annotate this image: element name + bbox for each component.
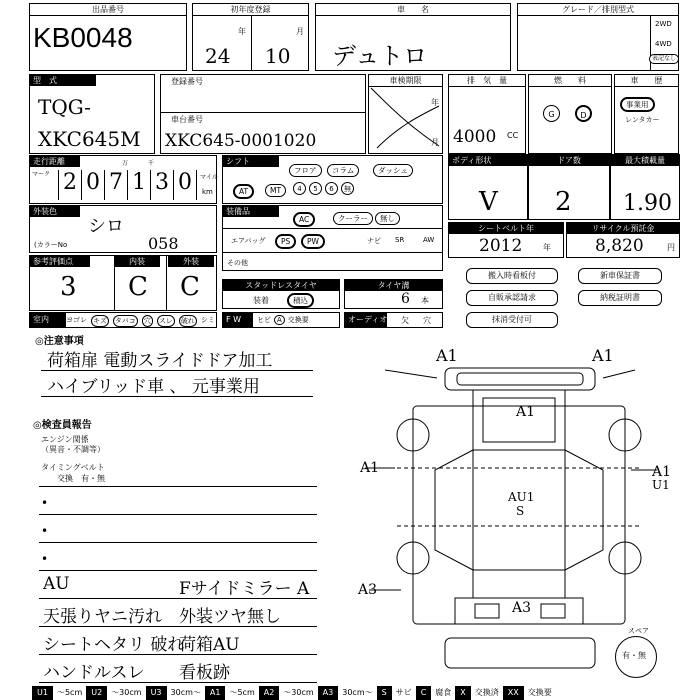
mileage-digit: 2	[58, 170, 81, 200]
diagram-label-a3-rear: A3	[512, 600, 532, 616]
total-score: 3	[60, 272, 77, 302]
legend-value: ～5cm	[56, 688, 83, 697]
inspector-row-3a: シートヘタリ 破れ	[43, 635, 185, 655]
mileage-digit: 7	[104, 170, 127, 200]
engine-label: 排 気 量	[449, 75, 525, 87]
lot-number-box	[29, 3, 187, 71]
legend-key: XX	[503, 686, 524, 700]
grade-box	[517, 3, 679, 71]
mileage-man-label: 万	[122, 160, 129, 167]
legend-value: 交換済	[474, 688, 499, 697]
inspector-engine-options: （異音・不調等）	[41, 445, 105, 454]
mileage-digit: 3	[150, 170, 173, 200]
seatbelt-value: 2012	[479, 236, 523, 256]
diagram-label-center-au1: AU1	[508, 490, 535, 504]
legend-key: S	[377, 686, 392, 700]
first-registration-month: 10	[265, 44, 291, 68]
diagram-label-center-s: S	[516, 504, 525, 518]
notes-section	[29, 330, 329, 410]
shift-dash-option: ダッシュ	[373, 164, 413, 177]
recycle-value: 8,820	[595, 236, 644, 256]
first-registration-year: 24	[205, 44, 231, 68]
history-label: 車 歴	[615, 75, 678, 87]
interior-hole: 穴	[143, 317, 151, 325]
color-value: シロ	[88, 216, 124, 237]
shift-5-option: 5	[309, 182, 322, 195]
damage-legend	[32, 686, 556, 700]
studless-equipped: 装着	[253, 296, 269, 305]
doors-box	[528, 154, 610, 220]
fw-row	[222, 312, 340, 328]
fuel-label: 燃 料	[529, 75, 611, 87]
inspector-row-4a: ハンドルスレ	[43, 663, 145, 683]
audio-missing: 欠	[401, 316, 409, 325]
exterior-score-label: 外装	[168, 256, 214, 267]
body-type-box	[448, 154, 528, 220]
mileage-digit: 0	[173, 170, 197, 200]
notes-line-2: ハイブリッド車 、 元事業用	[47, 377, 260, 397]
diagram-label-a1-top-left: A1	[436, 346, 458, 365]
fuel-g-option: G	[543, 105, 560, 122]
shift-at-option: AT	[233, 184, 254, 199]
car-name-box	[315, 3, 511, 71]
equipment-ac-option: AC	[293, 212, 315, 227]
shift-none-option: 無	[341, 182, 354, 195]
chassis-number-label: 車台番号	[171, 115, 203, 124]
shift-4-option: 4	[293, 182, 306, 195]
inspector-timing-options: 交換 有・無	[57, 474, 105, 483]
mileage-digit: 1	[127, 170, 150, 200]
first-registration-month-label: 月	[296, 27, 304, 36]
interior-tear: 破れ	[180, 317, 195, 325]
exterior-score: C	[180, 272, 200, 302]
interior-score-label: 内装	[114, 256, 160, 267]
doc-tax-certificate: 納税証明書	[578, 290, 662, 306]
recycle-box	[566, 222, 680, 258]
scores-box	[29, 255, 217, 311]
scores-label: 参考評価点	[30, 256, 90, 267]
doc-signboard: 搬入時看板付	[466, 268, 558, 284]
legend-value: 30cm～	[170, 688, 201, 697]
inspector-engine-label: エンジン関係	[41, 435, 89, 444]
engine-unit: CC	[507, 131, 519, 140]
diagram-label-a1-left: A1	[360, 460, 380, 476]
inspector-row-1a: AU	[43, 574, 70, 594]
doc-deregistration: 抹消受付可	[466, 312, 558, 328]
fw-replace: 交換要	[287, 316, 309, 324]
inspection-expiry-box	[368, 74, 443, 154]
interior-scratch: キズ	[93, 317, 107, 325]
equipment-navi: ナビ	[367, 237, 381, 245]
model-code-box	[29, 74, 155, 154]
shift-6-option: 6	[325, 182, 338, 195]
inspector-bullet: •	[41, 496, 49, 510]
drive-4wd-label: 4WD	[655, 40, 672, 48]
inspection-expiry-label: 車検期限	[369, 75, 442, 87]
color-code-value: 058	[148, 234, 179, 253]
shift-mt-option: MT	[265, 184, 286, 197]
notes-line-1: 荷箱扉 電動スライドドア加工	[47, 351, 273, 371]
notes-label: ◎注意事項	[35, 336, 84, 347]
equipment-cooler-option: クーラー	[333, 212, 373, 225]
body-type-label: ボディ形状	[449, 155, 527, 166]
audio-hole: 穴	[423, 316, 431, 325]
max-load-box	[610, 154, 680, 220]
legend-value: サビ	[395, 688, 412, 697]
tire-label: タイヤ溝	[345, 280, 442, 291]
max-load-value: 1.90	[623, 191, 672, 216]
audio-label: オーディオ	[345, 313, 387, 327]
mileage-sen-label: 千	[148, 160, 155, 167]
diagram-label-a1-right: A1	[652, 464, 672, 480]
audio-row	[344, 312, 443, 328]
legend-key: A2	[259, 686, 280, 700]
equipment-label: 装備品	[223, 206, 279, 217]
mileage-mark-label: マーク	[32, 171, 51, 178]
inspector-row-1b: Fサイドミラー A	[179, 579, 310, 599]
inspector-row-3b: 荷箱AU	[179, 635, 240, 655]
documents-box	[448, 260, 680, 330]
tire-value: 6	[401, 291, 410, 307]
inspection-year-label: 年	[431, 98, 439, 107]
model-code-label: 型 式	[30, 75, 96, 86]
equipment-pw: PW	[301, 234, 325, 249]
mileage-box	[29, 155, 217, 204]
doc-new-car-warranty: 新車保証書	[578, 268, 662, 284]
interior-tobacco: タバコ	[114, 317, 136, 325]
legend-key: C	[416, 686, 432, 700]
equipment-aw: AW	[423, 236, 435, 244]
fw-label: F W	[223, 313, 253, 327]
tire-box	[344, 279, 443, 309]
inspector-row-4b: 看板跡	[179, 663, 230, 683]
engine-value: 4000	[453, 127, 497, 147]
legend-key: U1	[32, 686, 53, 700]
lot-number-value: KB0048	[33, 22, 133, 53]
studless-label: スタッドレスタイヤ	[223, 280, 339, 291]
body-type-value: V	[479, 187, 498, 217]
legend-value: 30cm～	[342, 688, 373, 697]
studless-loaded: 積込	[287, 293, 314, 308]
mileage-digit: 0	[81, 170, 104, 200]
drive-2wd-label: 2WD	[655, 20, 672, 28]
lot-number-label: 出品番号	[30, 4, 186, 16]
equipment-sr: SR	[395, 236, 405, 244]
legend-value: ～30cm	[283, 688, 314, 697]
interior-stain: シミ	[200, 316, 215, 324]
diagram-label-a1-top-right: A1	[592, 346, 614, 365]
shift-box	[222, 155, 443, 204]
fuel-d-option: D	[575, 105, 592, 122]
chassis-number-value: XKC645-0001020	[165, 131, 317, 151]
seatbelt-label: シートベルト年	[449, 223, 563, 234]
equipment-none-option: 無し	[375, 212, 400, 225]
diagram-label-u1-right: U1	[652, 478, 670, 492]
equipment-ps: PS	[275, 234, 296, 249]
seatbelt-box	[448, 222, 564, 258]
diagram-label-a3-left: A3	[358, 582, 378, 598]
inspection-month-label: 月	[431, 138, 439, 147]
mileage-mile-label: マイル	[200, 174, 218, 181]
interior-condition-label: 室内	[30, 313, 66, 327]
color-label: 外装色	[30, 206, 80, 217]
color-box	[29, 205, 217, 253]
fw-crack: ヒビ	[257, 316, 271, 324]
inspector-row-2a: 天張りヤニ汚れ	[43, 607, 162, 627]
shift-floor-option: フロア	[289, 164, 322, 177]
legend-key: A3	[318, 686, 339, 700]
spare-options: 有・無	[622, 651, 646, 660]
grade-label: グレード／排別型式	[518, 4, 678, 16]
equipment-airbag: エアバッグ	[231, 237, 266, 245]
equipment-box	[222, 205, 443, 271]
history-business-use: 事業用	[620, 97, 655, 112]
first-registration-year-label: 年	[238, 27, 246, 36]
doors-value: 2	[555, 187, 572, 217]
recycle-label: リサイクル預託金	[567, 223, 679, 234]
seatbelt-unit: 年	[543, 243, 551, 252]
legend-key: X	[455, 686, 470, 700]
doc-dealer-approval: 自販承認請求	[466, 290, 558, 306]
inspector-timing-label: タイミングベルト	[41, 463, 105, 472]
legend-value: 交換要	[527, 688, 552, 697]
first-registration-label: 初年度登録	[193, 4, 308, 16]
doors-label: ドア数	[529, 155, 609, 166]
shift-column-option: コラム	[327, 164, 359, 177]
legend-value: ～5cm	[229, 688, 255, 697]
mileage-km-label: km	[202, 188, 213, 196]
registration-number-box	[160, 74, 366, 114]
inspector-label: ◎検査員報告	[33, 420, 92, 431]
legend-key: A1	[205, 686, 226, 700]
fw-a: A	[274, 315, 285, 325]
legend-value: ～30cm	[111, 688, 142, 697]
history-box	[614, 74, 679, 154]
spare-label: スペア	[628, 627, 649, 635]
interior-condition-row	[29, 312, 217, 328]
car-name-value: デュトロ	[332, 42, 428, 70]
legend-value: 腐食	[435, 688, 452, 697]
recycle-unit: 円	[667, 243, 675, 252]
shift-label: シフト	[223, 156, 279, 167]
legend-key: U2	[86, 686, 107, 700]
mileage-label: 走行距離	[30, 156, 80, 167]
inspector-bullet: •	[41, 524, 49, 538]
fuel-box	[528, 74, 612, 154]
registration-number-label: 登録番号	[171, 77, 203, 86]
studless-box	[222, 279, 340, 309]
equipment-other: その他	[227, 259, 248, 267]
interior-rub: スレ	[158, 317, 173, 325]
drive-none-label: 表記なし	[649, 54, 679, 64]
inspector-row-2b: 外装ツヤ無し	[179, 607, 281, 627]
inspector-section	[29, 412, 339, 684]
legend-key: U3	[146, 686, 167, 700]
diagram-label-a1-cab: A1	[516, 404, 536, 420]
model-code-value: TQG-	[38, 95, 91, 119]
car-name-label: 車 名	[316, 4, 510, 16]
interior-score: C	[128, 272, 148, 302]
model-code-value-2: XKC645M	[38, 127, 141, 151]
chassis-number-box	[160, 112, 366, 154]
tire-unit: 本	[421, 296, 429, 305]
interior-dirt: ヨゴレ	[66, 316, 87, 324]
first-registration-box	[192, 3, 309, 71]
history-rental: レンタカー	[625, 116, 660, 124]
engine-box	[448, 74, 526, 154]
max-load-label: 最大積載量	[611, 155, 679, 166]
inspector-bullet: •	[41, 552, 49, 566]
color-code-label: (カラーNo	[34, 241, 68, 249]
